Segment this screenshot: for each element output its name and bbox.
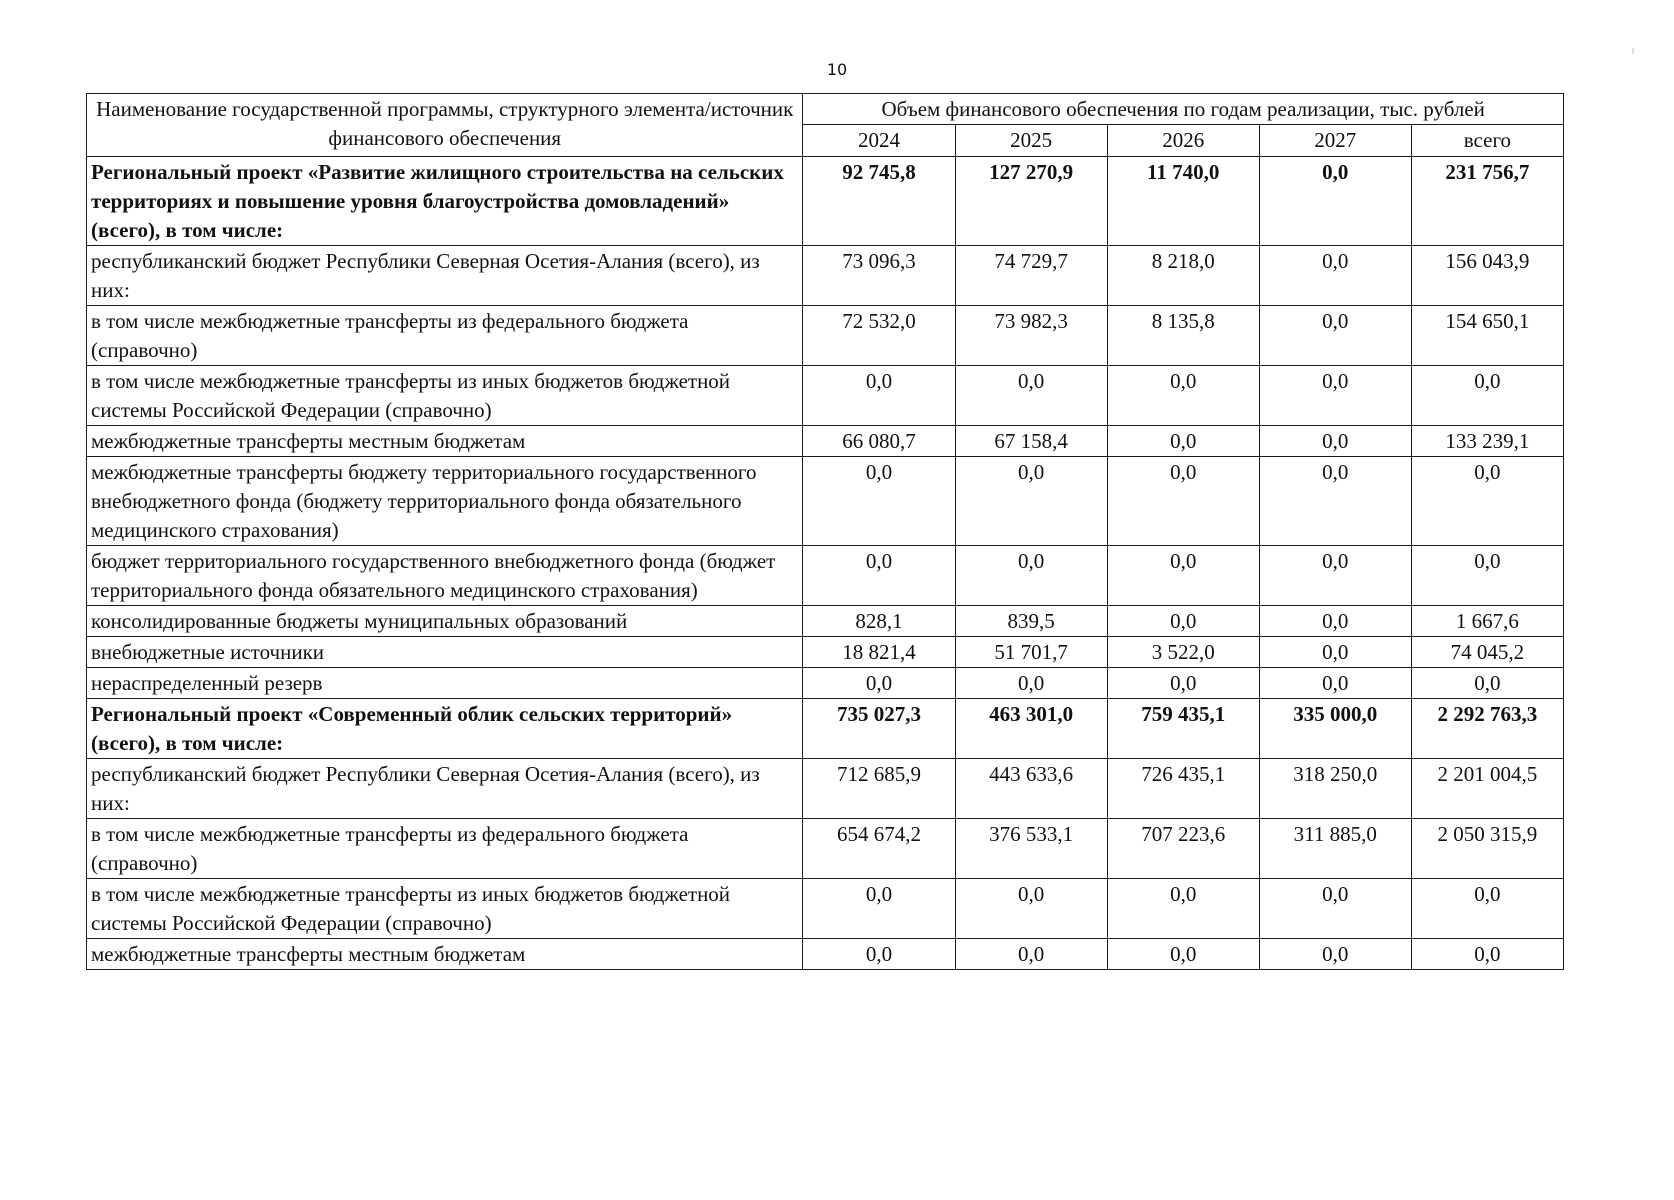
- row-name-cell: в том числе межбюджетные трансферты из иных бюджетов бюджетной системы Российской Федерации (справочно): [87, 879, 803, 939]
- row-value-cell: 1 667,6: [1411, 606, 1563, 637]
- table-body: [87, 157, 1564, 970]
- header-total: всего: [1411, 125, 1563, 157]
- row-value-cell: 712 685,9: [803, 759, 955, 819]
- row-value-cell: 311 885,0: [1259, 819, 1411, 879]
- row-value-cell: 8 135,8: [1107, 306, 1259, 366]
- header-year: 2025: [955, 125, 1107, 157]
- row-value-cell: 0,0: [803, 939, 955, 970]
- row-value-cell: 0,0: [1107, 366, 1259, 426]
- row-name-cell: в том числе межбюджетные трансферты из иных бюджетов бюджетной системы Российской Федерации (справочно): [87, 366, 803, 426]
- row-value-cell: 318 250,0: [1259, 759, 1411, 819]
- row-value-cell: 0,0: [1411, 939, 1563, 970]
- row-value-cell: 839,5: [955, 606, 1107, 637]
- row-value-cell: 0,0: [1107, 606, 1259, 637]
- row-value-cell: 51 701,7: [955, 637, 1107, 668]
- row-value-cell: 73 096,3: [803, 246, 955, 306]
- row-value-cell: 0,0: [1259, 426, 1411, 457]
- table-row: [87, 426, 1564, 457]
- row-value-cell: 759 435,1: [1107, 699, 1259, 759]
- row-name-cell: Региональный проект «Современный облик сельских территорий» (всего), в том числе:: [87, 699, 803, 759]
- table-row: [87, 306, 1564, 366]
- row-value-cell: 0,0: [1259, 246, 1411, 306]
- row-value-cell: 0,0: [955, 546, 1107, 606]
- row-value-cell: 0,0: [1107, 426, 1259, 457]
- row-value-cell: 0,0: [955, 668, 1107, 699]
- row-value-cell: 0,0: [1259, 879, 1411, 939]
- row-name-cell: нераспределенный резерв: [87, 668, 803, 699]
- row-value-cell: 0,0: [803, 879, 955, 939]
- row-value-cell: 18 821,4: [803, 637, 955, 668]
- row-value-cell: 0,0: [1259, 546, 1411, 606]
- scan-mark: [1632, 48, 1634, 54]
- row-name-cell: межбюджетные трансферты бюджету территориального государственного внебюджетного фонда (бюджету территориального фонда обязательного медицинского страхования): [87, 457, 803, 546]
- row-value-cell: 707 223,6: [1107, 819, 1259, 879]
- table-row: [87, 879, 1564, 939]
- financing-table: [86, 93, 1564, 970]
- row-value-cell: 2 050 315,9: [1411, 819, 1563, 879]
- row-value-cell: 66 080,7: [803, 426, 955, 457]
- row-value-cell: 231 756,7: [1411, 157, 1563, 246]
- row-name-cell: в том числе межбюджетные трансферты из федерального бюджета (справочно): [87, 306, 803, 366]
- row-value-cell: 0,0: [955, 457, 1107, 546]
- row-value-cell: 443 633,6: [955, 759, 1107, 819]
- row-value-cell: 73 982,3: [955, 306, 1107, 366]
- row-value-cell: 92 745,8: [803, 157, 955, 246]
- header-year: 2024: [803, 125, 955, 157]
- header-program-name: Наименование государственной программы, структурного элемента/источник финансового обеспечения: [87, 94, 803, 157]
- row-value-cell: 0,0: [1107, 546, 1259, 606]
- table-row: [87, 546, 1564, 606]
- row-value-cell: 0,0: [955, 879, 1107, 939]
- row-value-cell: 726 435,1: [1107, 759, 1259, 819]
- row-value-cell: 0,0: [1411, 879, 1563, 939]
- row-value-cell: 0,0: [1259, 457, 1411, 546]
- row-value-cell: 74 045,2: [1411, 637, 1563, 668]
- table-row: [87, 366, 1564, 426]
- row-value-cell: 0,0: [1107, 879, 1259, 939]
- row-name-cell: республиканский бюджет Республики Северная Осетия-Алания (всего), из них:: [87, 246, 803, 306]
- row-value-cell: 67 158,4: [955, 426, 1107, 457]
- row-value-cell: 0,0: [1259, 606, 1411, 637]
- row-value-cell: 828,1: [803, 606, 955, 637]
- row-value-cell: 2 292 763,3: [1411, 699, 1563, 759]
- row-value-cell: 8 218,0: [1107, 246, 1259, 306]
- row-name-cell: бюджет территориального государственного внебюджетного фонда (бюджет территориального фонда обязательного медицинского страхования): [87, 546, 803, 606]
- row-name-cell: межбюджетные трансферты местным бюджетам: [87, 939, 803, 970]
- table-row: [87, 819, 1564, 879]
- row-value-cell: 0,0: [1259, 939, 1411, 970]
- row-value-cell: 0,0: [1107, 457, 1259, 546]
- row-name-cell: республиканский бюджет Республики Северная Осетия-Алания (всего), из них:: [87, 759, 803, 819]
- row-name-cell: межбюджетные трансферты местным бюджетам: [87, 426, 803, 457]
- table-row: [87, 246, 1564, 306]
- row-value-cell: 0,0: [955, 366, 1107, 426]
- row-value-cell: 0,0: [803, 546, 955, 606]
- row-value-cell: 3 522,0: [1107, 637, 1259, 668]
- row-value-cell: 0,0: [1107, 668, 1259, 699]
- row-name-cell: в том числе межбюджетные трансферты из федерального бюджета (справочно): [87, 819, 803, 879]
- row-name-cell: Региональный проект «Развитие жилищного строительства на сельских территориях и повышение уровня благоустройства домовладений» (всего), в том числе:: [87, 157, 803, 246]
- row-value-cell: 335 000,0: [1259, 699, 1411, 759]
- row-value-cell: 0,0: [1411, 366, 1563, 426]
- table-row: [87, 637, 1564, 668]
- row-value-cell: 735 027,3: [803, 699, 955, 759]
- row-value-cell: 463 301,0: [955, 699, 1107, 759]
- row-value-cell: 156 043,9: [1411, 246, 1563, 306]
- row-value-cell: 0,0: [1259, 637, 1411, 668]
- header-year: 2026: [1107, 125, 1259, 157]
- table-row-project: [87, 157, 1564, 246]
- row-value-cell: 133 239,1: [1411, 426, 1563, 457]
- row-value-cell: 74 729,7: [955, 246, 1107, 306]
- row-value-cell: 127 270,9: [955, 157, 1107, 246]
- row-value-cell: 11 740,0: [1107, 157, 1259, 246]
- table-header: [87, 94, 1564, 157]
- row-value-cell: 654 674,2: [803, 819, 955, 879]
- table-row: [87, 457, 1564, 546]
- row-value-cell: 0,0: [955, 939, 1107, 970]
- row-value-cell: 0,0: [803, 668, 955, 699]
- row-value-cell: 0,0: [1411, 457, 1563, 546]
- row-value-cell: 72 532,0: [803, 306, 955, 366]
- row-value-cell: 376 533,1: [955, 819, 1107, 879]
- row-value-cell: 0,0: [1107, 939, 1259, 970]
- row-value-cell: 0,0: [1411, 668, 1563, 699]
- header-financing-volume: Объем финансового обеспечения по годам реализации, тыс. рублей: [803, 94, 1564, 125]
- row-name-cell: консолидированные бюджеты муниципальных образований: [87, 606, 803, 637]
- table-row: [87, 668, 1564, 699]
- row-value-cell: 0,0: [1259, 668, 1411, 699]
- row-value-cell: 0,0: [1259, 157, 1411, 246]
- row-name-cell: внебюджетные источники: [87, 637, 803, 668]
- row-value-cell: 0,0: [1259, 306, 1411, 366]
- row-value-cell: 2 201 004,5: [1411, 759, 1563, 819]
- row-value-cell: 0,0: [803, 366, 955, 426]
- table-row-project: [87, 699, 1564, 759]
- table-row: [87, 759, 1564, 819]
- row-value-cell: 154 650,1: [1411, 306, 1563, 366]
- header-year: 2027: [1259, 125, 1411, 157]
- table-row: [87, 606, 1564, 637]
- row-value-cell: 0,0: [1411, 546, 1563, 606]
- row-value-cell: 0,0: [1259, 366, 1411, 426]
- page-number: 10: [826, 60, 848, 79]
- table-row: [87, 939, 1564, 970]
- row-value-cell: 0,0: [803, 457, 955, 546]
